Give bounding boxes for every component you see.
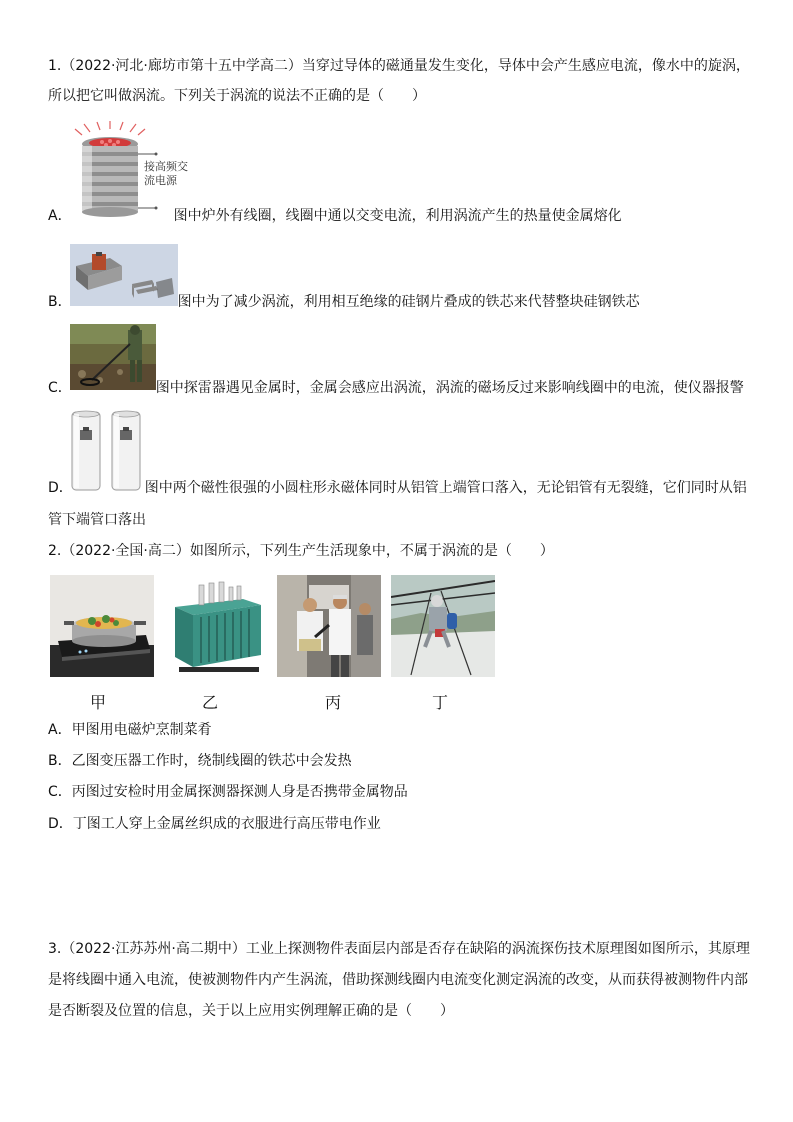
figure-a-label (144, 160, 188, 188)
caption-jia: 甲 (90, 693, 107, 712)
q2-stem: 2.（2022·全国·高二）如图所示，下列生产生活现象中，不属于涡流的是（ ） (48, 543, 554, 559)
option-letter: A． (48, 208, 72, 224)
option-text: 图中为了减少涡流，利用相互绝缘的硅钢片叠成的铁芯来代替整块硅钢铁芯 (177, 294, 640, 310)
q1-stem-line1: 1.（2022·河北·廊坊市第十五中学高二）当穿过导体的磁通量发生变化，导体中会产生感应电流，像水中的旋涡， (48, 58, 750, 74)
option-text: 图中两个磁性很强的小圆柱形永磁体同时从铝管上端管口落入，无论铝管有无裂缝，它们同时从铝 (144, 480, 747, 496)
option-letter: B． (48, 294, 72, 310)
figure-bing-security-check (277, 575, 381, 677)
q3-stem-line1: 3.（2022·江苏苏州·高二期中）工业上探测物件表面层内部是否存在缺陷的涡流探伤技术原理图如图所示，其原理 (48, 941, 750, 957)
option-text: 图中探雷器遇见金属时，金属会感应出涡流，涡流的磁场反过来影响线圈中的电流，使仪器报警 (155, 380, 744, 396)
caption-ding: 丁 (432, 693, 449, 712)
q1-option-b[interactable] (48, 292, 640, 312)
figure-a-label-line1: 接高频交 (144, 160, 188, 173)
q3-stem-line3: 是否断裂及位置的信息，关于以上应用实例理解正确的是（ ） (48, 1003, 454, 1019)
caption-bing: 丙 (325, 693, 342, 712)
q1-option-d-line1[interactable] (48, 478, 747, 498)
option-letter: C． (48, 380, 72, 396)
option-letter: D． (48, 480, 73, 496)
q1-option-c[interactable] (48, 378, 744, 398)
figure-a-label-line2: 流电源 (144, 174, 177, 187)
q2-option-c[interactable]: C．丙图过安检时用金属探测器探测人身是否携带金属物品 (48, 784, 408, 800)
q2-option-a[interactable]: A．甲图用电磁炉烹制菜肴 (48, 722, 212, 738)
caption-yi: 乙 (202, 693, 219, 712)
figure-yi-transformer (165, 575, 269, 677)
q2-option-d[interactable]: D．丁图工人穿上金属丝织成的衣服进行高压带电作业 (48, 816, 381, 832)
q1-stem-line2: 所以把它叫做涡流。下列关于涡流的说法不正确的是（ ） (48, 88, 426, 104)
q1-option-d-line2: 管下端管口落出 (48, 512, 146, 528)
q1-option-a[interactable] (48, 206, 622, 226)
q2-option-b[interactable]: B．乙图变压器工作时，绕制线圈的铁芯中会发热 (48, 753, 352, 769)
figure-jia-induction-cooker (50, 575, 154, 677)
figure-ding-live-line-work (391, 575, 495, 677)
option-text: 图中炉外有线圈，线圈中通以交变电流，利用涡流产生的热量使金属熔化 (173, 208, 622, 224)
q3-stem-line2: 是将线圈中通入电流，使被测物件内产生涡流，借助探测线圈内电流变化测定涡流的改变，从而获得被测物件内部 (48, 972, 748, 988)
